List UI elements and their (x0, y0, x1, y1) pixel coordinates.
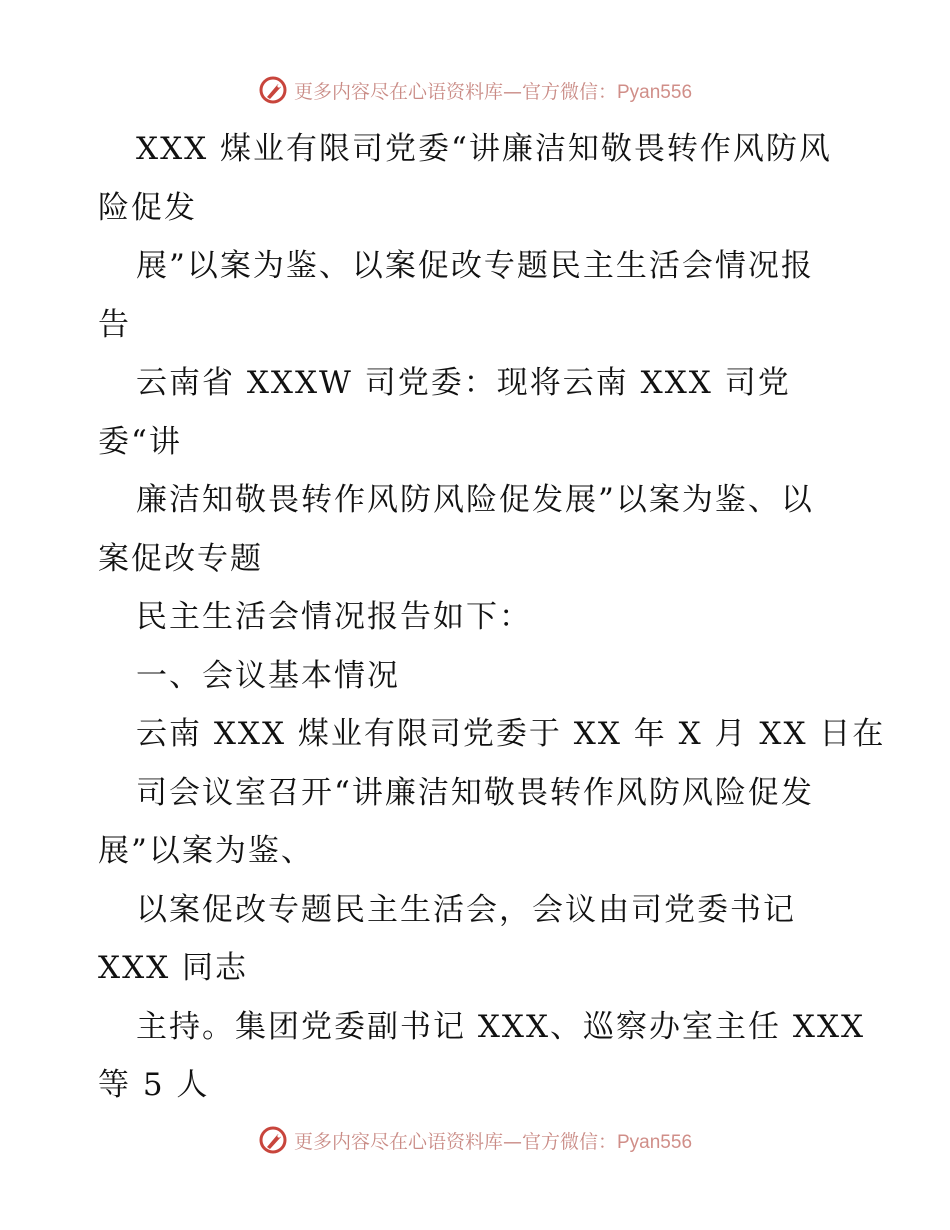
body-line-1: XXX 煤业有限司党委“讲廉洁知敬畏转作风防风 (136, 131, 832, 167)
body-line-5: 云南省 XXXW 司党委：现将云南 XXX 司党 (136, 365, 791, 401)
header-banner-text: 更多内容尽在心语资料库—官方微信：Pyan556 (293, 80, 693, 103)
footer-wechat-id: Pyan556 (617, 1131, 693, 1153)
section-heading: 一、会议基本情况 (136, 657, 400, 694)
footer-banner-text: 更多内容尽在心语资料库—官方微信：Pyan556 (293, 1130, 693, 1153)
body-line-4: 告 (98, 306, 131, 343)
body-line-14: 以案促改专题民主生活会，会议由司党委书记 (136, 891, 796, 928)
body-line-17: 等 5 人 (98, 1067, 210, 1103)
document-body (98, 120, 886, 1115)
pen-nib-circle-icon (258, 1125, 288, 1155)
header-wechat-id: Pyan556 (617, 81, 693, 103)
body-line-3: 展”以案为鉴、以案促改专题民主生活会情况报 (136, 248, 814, 284)
footer-watermark-banner (0, 1120, 950, 1160)
body-line-6: 委“讲 (98, 423, 182, 460)
pen-nib-circle-icon (258, 75, 288, 105)
body-line-13: 展”以案为鉴、 (98, 833, 314, 869)
body-line-11: 云南 XXX 煤业有限司党委于 XX 年 X 月 XX 日在 (136, 716, 886, 752)
body-line-16: 主持。集团党委副书记 XXX、巡察办室主任 XXX (136, 1008, 866, 1045)
header-watermark-banner (0, 70, 950, 110)
body-line-12: 司会议室召开“讲廉洁知敬畏转作风防风险促发 (136, 774, 814, 811)
body-line-7: 廉洁知敬畏转作风防风险促发展”以案为鉴、以 (136, 482, 814, 518)
body-line-8: 案促改专题 (98, 540, 263, 577)
body-line-2: 险促发 (98, 189, 197, 226)
body-line-9: 民主生活会情况报告如下： (136, 599, 532, 635)
body-line-15: XXX 同志 (98, 950, 249, 986)
